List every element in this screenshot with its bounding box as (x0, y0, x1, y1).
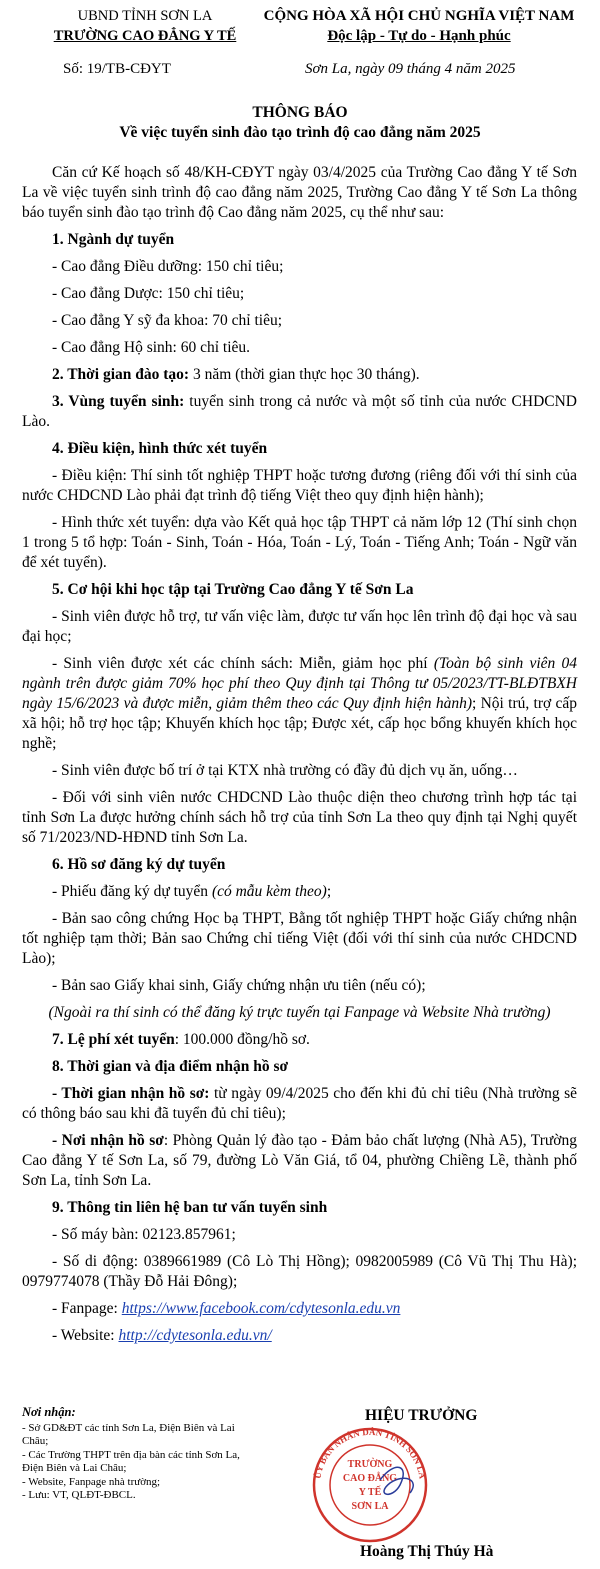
section-2-text: 3 năm (thời gian thực học 30 tháng). (189, 366, 420, 383)
list-item: - Cao đẳng Hộ sinh: 60 chỉ tiêu. (52, 339, 251, 356)
list-item: - Cao đẳng Điều dưỡng: 150 chỉ tiêu; (52, 258, 284, 275)
document-body (22, 163, 577, 1353)
form-note: (có mẫu kèm theo) (211, 883, 327, 900)
signer-title: HIỆU TRƯỞNG (365, 1407, 478, 1424)
section-2-heading: 2. Thời gian đào tạo: (52, 366, 190, 383)
list-item: - Hình thức xét tuyển: dựa vào Kết quả học tập THPT cả năm lớp 12 (Thí sinh chọn 1 trong 5 tổ hợp: Toán - Sinh, Toán - Hóa, Toán - Lý, Toán - Tiếng Anh; Toán - Ngữ văn để xét tuyển). (22, 514, 577, 571)
nation-name: CỘNG HÒA XÃ HỘI CHỦ NGHĨA VIỆT NAM (263, 8, 575, 24)
receipt-place-text: : Phòng Quản lý đào tạo - Đảm bảo chất lượng (Nhà A5), Trường Cao đẳng Y tế Sơn La, số 79, đường Lò Văn Giá, tổ 04, phường Chiềng Lề, thành phố Sơn La, tỉnh Sơn La. (22, 1132, 577, 1189)
policy-text: - Sinh viên được xét các chính sách: Miễn, giảm học phí (52, 655, 434, 672)
policy-text-rest: ; Nội trú, trợ cấp xã hội; hỗ trợ học tập; Khuyến khích học tập; Được xét, cấp học bổng khuyến khích học nghề; (22, 695, 577, 752)
list-item (22, 882, 577, 902)
recipient-item: - Lưu: VT, QLĐT-ĐBCL. (22, 1489, 136, 1501)
section-3 (22, 392, 577, 432)
section-6-heading: 6. Hồ sơ đăng ký dự tuyển (52, 856, 226, 873)
section-3-heading: 3. Vùng tuyển sinh: (52, 393, 185, 410)
issuing-authority (40, 6, 250, 46)
recipient-item: - Các Trường THPT trên địa bàn các tỉnh Sơn La, Điện Biên và Lai Châu; (22, 1448, 240, 1474)
fanpage-link[interactable]: https://www.facebook.com/cdytesonla.edu.vn (121, 1300, 401, 1317)
svg-text:TRƯỜNG: TRƯỜNG (347, 1459, 393, 1470)
authority-line: UBND TỈNH SƠN LA (77, 8, 213, 24)
list-item: - Bản sao Giấy khai sinh, Giấy chứng nhận ưu tiên (nếu có); (52, 977, 426, 994)
official-seal-icon (300, 1425, 440, 1545)
list-item: - Cao đẳng Y sỹ đa khoa: 70 chỉ tiêu; (52, 312, 283, 329)
policy-detail: (Toàn bộ sinh viên 04 ngành trên được giảm 70% học phí theo Quy định tại Thông tư 05/2023/TT-BLĐTBXH ngày 15/6/2023 và được miễn, giảm thêm theo các Quy định hiện hành) (22, 655, 577, 712)
section-7-heading: 7. Lệ phí xét tuyển (52, 1031, 175, 1048)
section-5-heading: 5. Cơ hội khi học tập tại Trường Cao đẳng Y tế Sơn La (52, 581, 414, 598)
list-item (22, 1299, 577, 1319)
receipt-time-label: - Thời gian nhận hồ sơ: (52, 1085, 210, 1102)
section-3-text: tuyển sinh trong cả nước và một số tỉnh của nước CHDCND Lào. (22, 393, 577, 430)
section-4-heading: 4. Điều kiện, hình thức xét tuyển (52, 440, 268, 457)
receipt-place-label: - Nơi nhận hồ sơ (52, 1132, 164, 1149)
list-item: - Cao đẳng Dược: 150 chỉ tiêu; (52, 285, 245, 302)
svg-text:ỦY BAN NHÂN DÂN TỈNH SƠN LA: ỦY BAN NHÂN DÂN TỈNH SƠN LA (312, 1426, 428, 1480)
svg-text:CAO ĐẲNG: CAO ĐẲNG (342, 1473, 398, 1484)
form-text: - Phiếu đăng ký dự tuyển (52, 883, 212, 900)
section-2 (22, 365, 577, 385)
list-item: - Số di động: 0389661989 (Cô Lò Thị Hồng); 0982005989 (Cô Vũ Thị Thu Hà); 0979774078 (Thầy Đỗ Hải Đông); (22, 1253, 577, 1290)
fanpage-label: - Fanpage: (52, 1300, 122, 1317)
online-registration-note: (Ngoài ra thí sinh có thể đăng ký trực tuyến tại Fanpage và Website Nhà trường) (48, 1004, 551, 1021)
recipient-item: - Sở GD&ĐT các tỉnh Sơn La, Điện Biên và Lai Châu; (22, 1421, 235, 1447)
school-name: TRƯỜNG CAO ĐẲNG Y TẾ (53, 28, 237, 44)
section-1-heading: 1. Ngành dự tuyển (52, 231, 175, 248)
list-item: - Bản sao công chứng Học bạ THPT, Bằng tốt nghiệp THPT hoặc Giấy chứng nhận tốt nghiệp tạm thời; Bản sao Chứng chỉ tiếng Việt (đối với thí sinh của nước CHDCND Lào); (22, 910, 577, 967)
national-motto (238, 6, 600, 46)
recipient-item: - Website, Fanpage nhà trường; (22, 1475, 161, 1488)
receipt-time-text: từ ngày 09/4/2025 cho đến khi đủ chỉ tiêu (Nhà trường sẽ có thông báo sau khi đã tuyển đủ chỉ tiêu); (22, 1085, 577, 1122)
section-9-heading: 9. Thông tin liên hệ ban tư vấn tuyển sinh (52, 1199, 328, 1216)
list-item (22, 654, 577, 754)
intro-paragraph: Căn cứ Kế hoạch số 48/KH-CĐYT ngày 03/4/2025 của Trường Cao đẳng Y tế Sơn La về việc tuyển sinh trình độ cao đẳng năm 2025, Trường Cao đẳng Y tế Sơn La thông báo tuyển sinh đào tạo trình độ Cao đẳng năm 2025, cụ thể như sau: (22, 164, 577, 221)
section-7 (22, 1030, 577, 1050)
list-item (22, 1084, 577, 1124)
list-item (22, 1326, 577, 1346)
section-7-text: : 100.000 đồng/hồ sơ. (174, 1031, 310, 1048)
list-item: - Điều kiện: Thí sinh tốt nghiệp THPT hoặc tương đương (riêng đối với thí sinh của nước CHDCND Lào phải đạt trình độ tiếng Việt theo quy định hiện hành); (22, 467, 577, 504)
list-item (22, 1131, 577, 1191)
title-subtitle: Về việc tuyển sinh đào tạo trình độ cao đẳng năm 2025 (119, 124, 481, 141)
motto: Độc lập - Tự do - Hạnh phúc (327, 28, 511, 44)
section-8-heading: 8. Thời gian và địa điểm nhận hồ sơ (52, 1058, 289, 1075)
title-main: THÔNG BÁO (252, 104, 348, 121)
list-item: - Sinh viên được bố trí ở tại KTX nhà trường có đầy đủ dịch vụ ăn, uống… (52, 762, 518, 779)
list-item: - Đối với sinh viên nước CHDCND Lào thuộc diện theo chương trình hợp tác tại tỉnh Sơn La được hưởng chính sách hỗ trợ của tỉnh Sơn La theo quy định tại Nghị quyết số 71/2023/ND-HĐND tỉnh Sơn La. (22, 789, 577, 846)
document-number: Số: 19/TB-CĐYT (63, 61, 171, 77)
svg-text:SƠN LA: SƠN LA (351, 1501, 389, 1512)
form-punct: ; (326, 883, 332, 900)
svg-text:Y TẾ: Y TẾ (358, 1487, 382, 1498)
signer-name: Hoàng Thị Thúy Hà (360, 1543, 494, 1560)
document-date: Sơn La, ngày 09 tháng 4 năm 2025 (305, 61, 516, 77)
website-label: - Website: (52, 1327, 119, 1344)
document-title (0, 103, 600, 143)
recipients-title: Nơi nhận: (22, 1405, 76, 1419)
list-item: - Số máy bàn: 02123.857961; (52, 1226, 236, 1243)
recipients-block (22, 1406, 262, 1503)
list-item: - Sinh viên được hỗ trợ, tư vấn việc làm, được tư vấn học lên trình độ đại học và sau đại học; (22, 608, 577, 645)
website-link[interactable]: http://cdytesonla.edu.vn/ (118, 1327, 272, 1344)
